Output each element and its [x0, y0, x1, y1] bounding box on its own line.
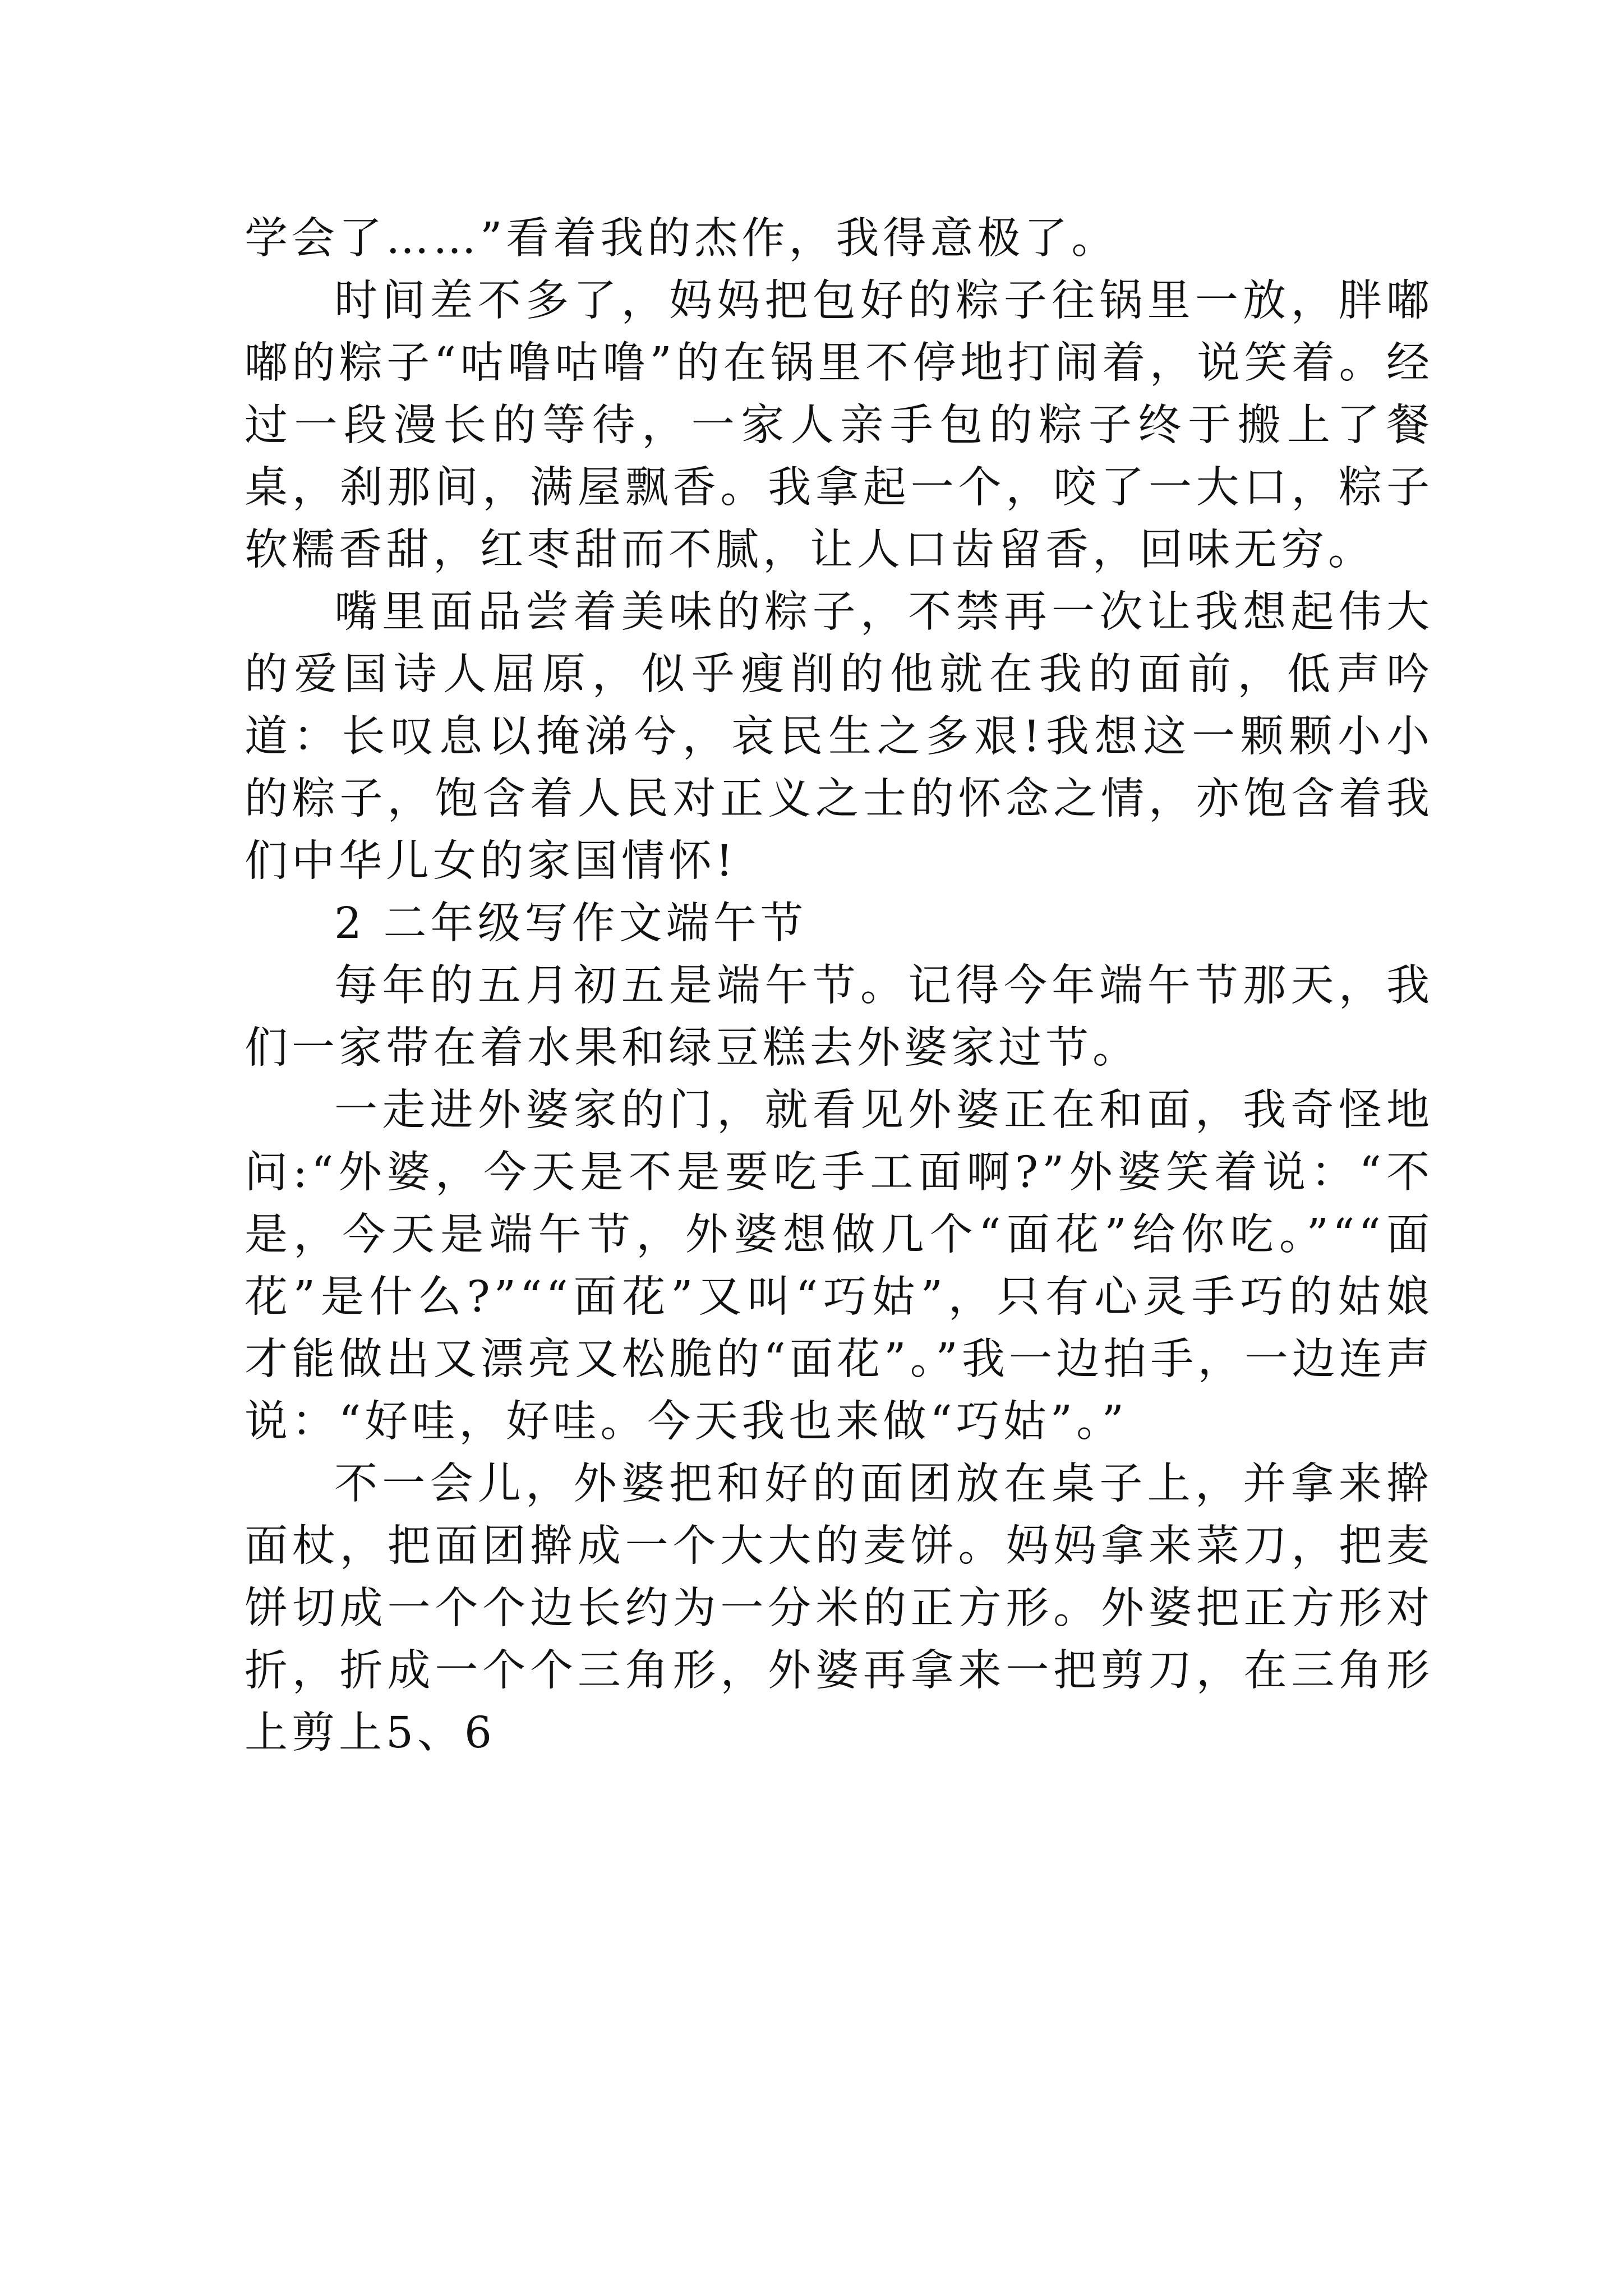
paragraph-1: 学会了……”看着我的杰作，我得意极了。 [245, 214, 1119, 264]
paragraph-5: 一走进外婆家的门，就看见外婆正在和面，我奇怪地问:“外婆，今天是不是要吃手工面啊?”外婆笑着说：“不是，今天是端午节，外婆想做几个“面花”给你吃。”““面花”是什么?”““面花”又叫“巧姑”，只有心灵手巧的姑娘才能做出又漂亮又松脆的“面花”。”我一边拍手，一边连声说：“好哇，好哇。今天我也来做“巧姑”。” [245, 1085, 1433, 1447]
paragraph-4: 每年的五月初五是端午节。记得今年端午节那天，我们一家带在着水果和绿豆糕去外婆家过节。 [245, 961, 1433, 1073]
paragraph-6: 不一会儿，外婆把和好的面团放在桌子上，并拿来擀面杖，把面团擀成一个大大的麦饼。妈妈拿来菜刀，把麦饼切成一个个边长约为一分米的正方形。外婆把正方形对折，折成一个个三角形，外婆再拿来一把剪刀，在三角形上剪上5、6 [245, 1459, 1433, 1758]
paragraph-3: 嘴里面品尝着美味的粽子，不禁再一次让我想起伟大的爱国诗人屈原，似乎瘦削的他就在我的面前，低声吟道：长叹息以掩涕兮，哀民生之多艰!我想这一颗颗小小的粽子，饱含着人民对正义之士的怀念之情，亦饱含着我们中华儿女的家国情怀! [245, 587, 1433, 886]
section-heading: 2 二年级写作文端午节 [334, 899, 808, 949]
essay-body [245, 208, 1433, 1764]
paragraph-2: 时间差不多了，妈妈把包好的粽子往锅里一放，胖嘟嘟的粽子“咕噜咕噜”的在锅里不停地打闹着，说笑着。经过一段漫长的等待，一家人亲手包的粽子终于搬上了餐桌，刹那间，满屋飘香。我拿起一个，咬了一大口，粽子软糯香甜，红枣甜而不腻，让人口齿留香，回味无穷。 [245, 276, 1433, 575]
